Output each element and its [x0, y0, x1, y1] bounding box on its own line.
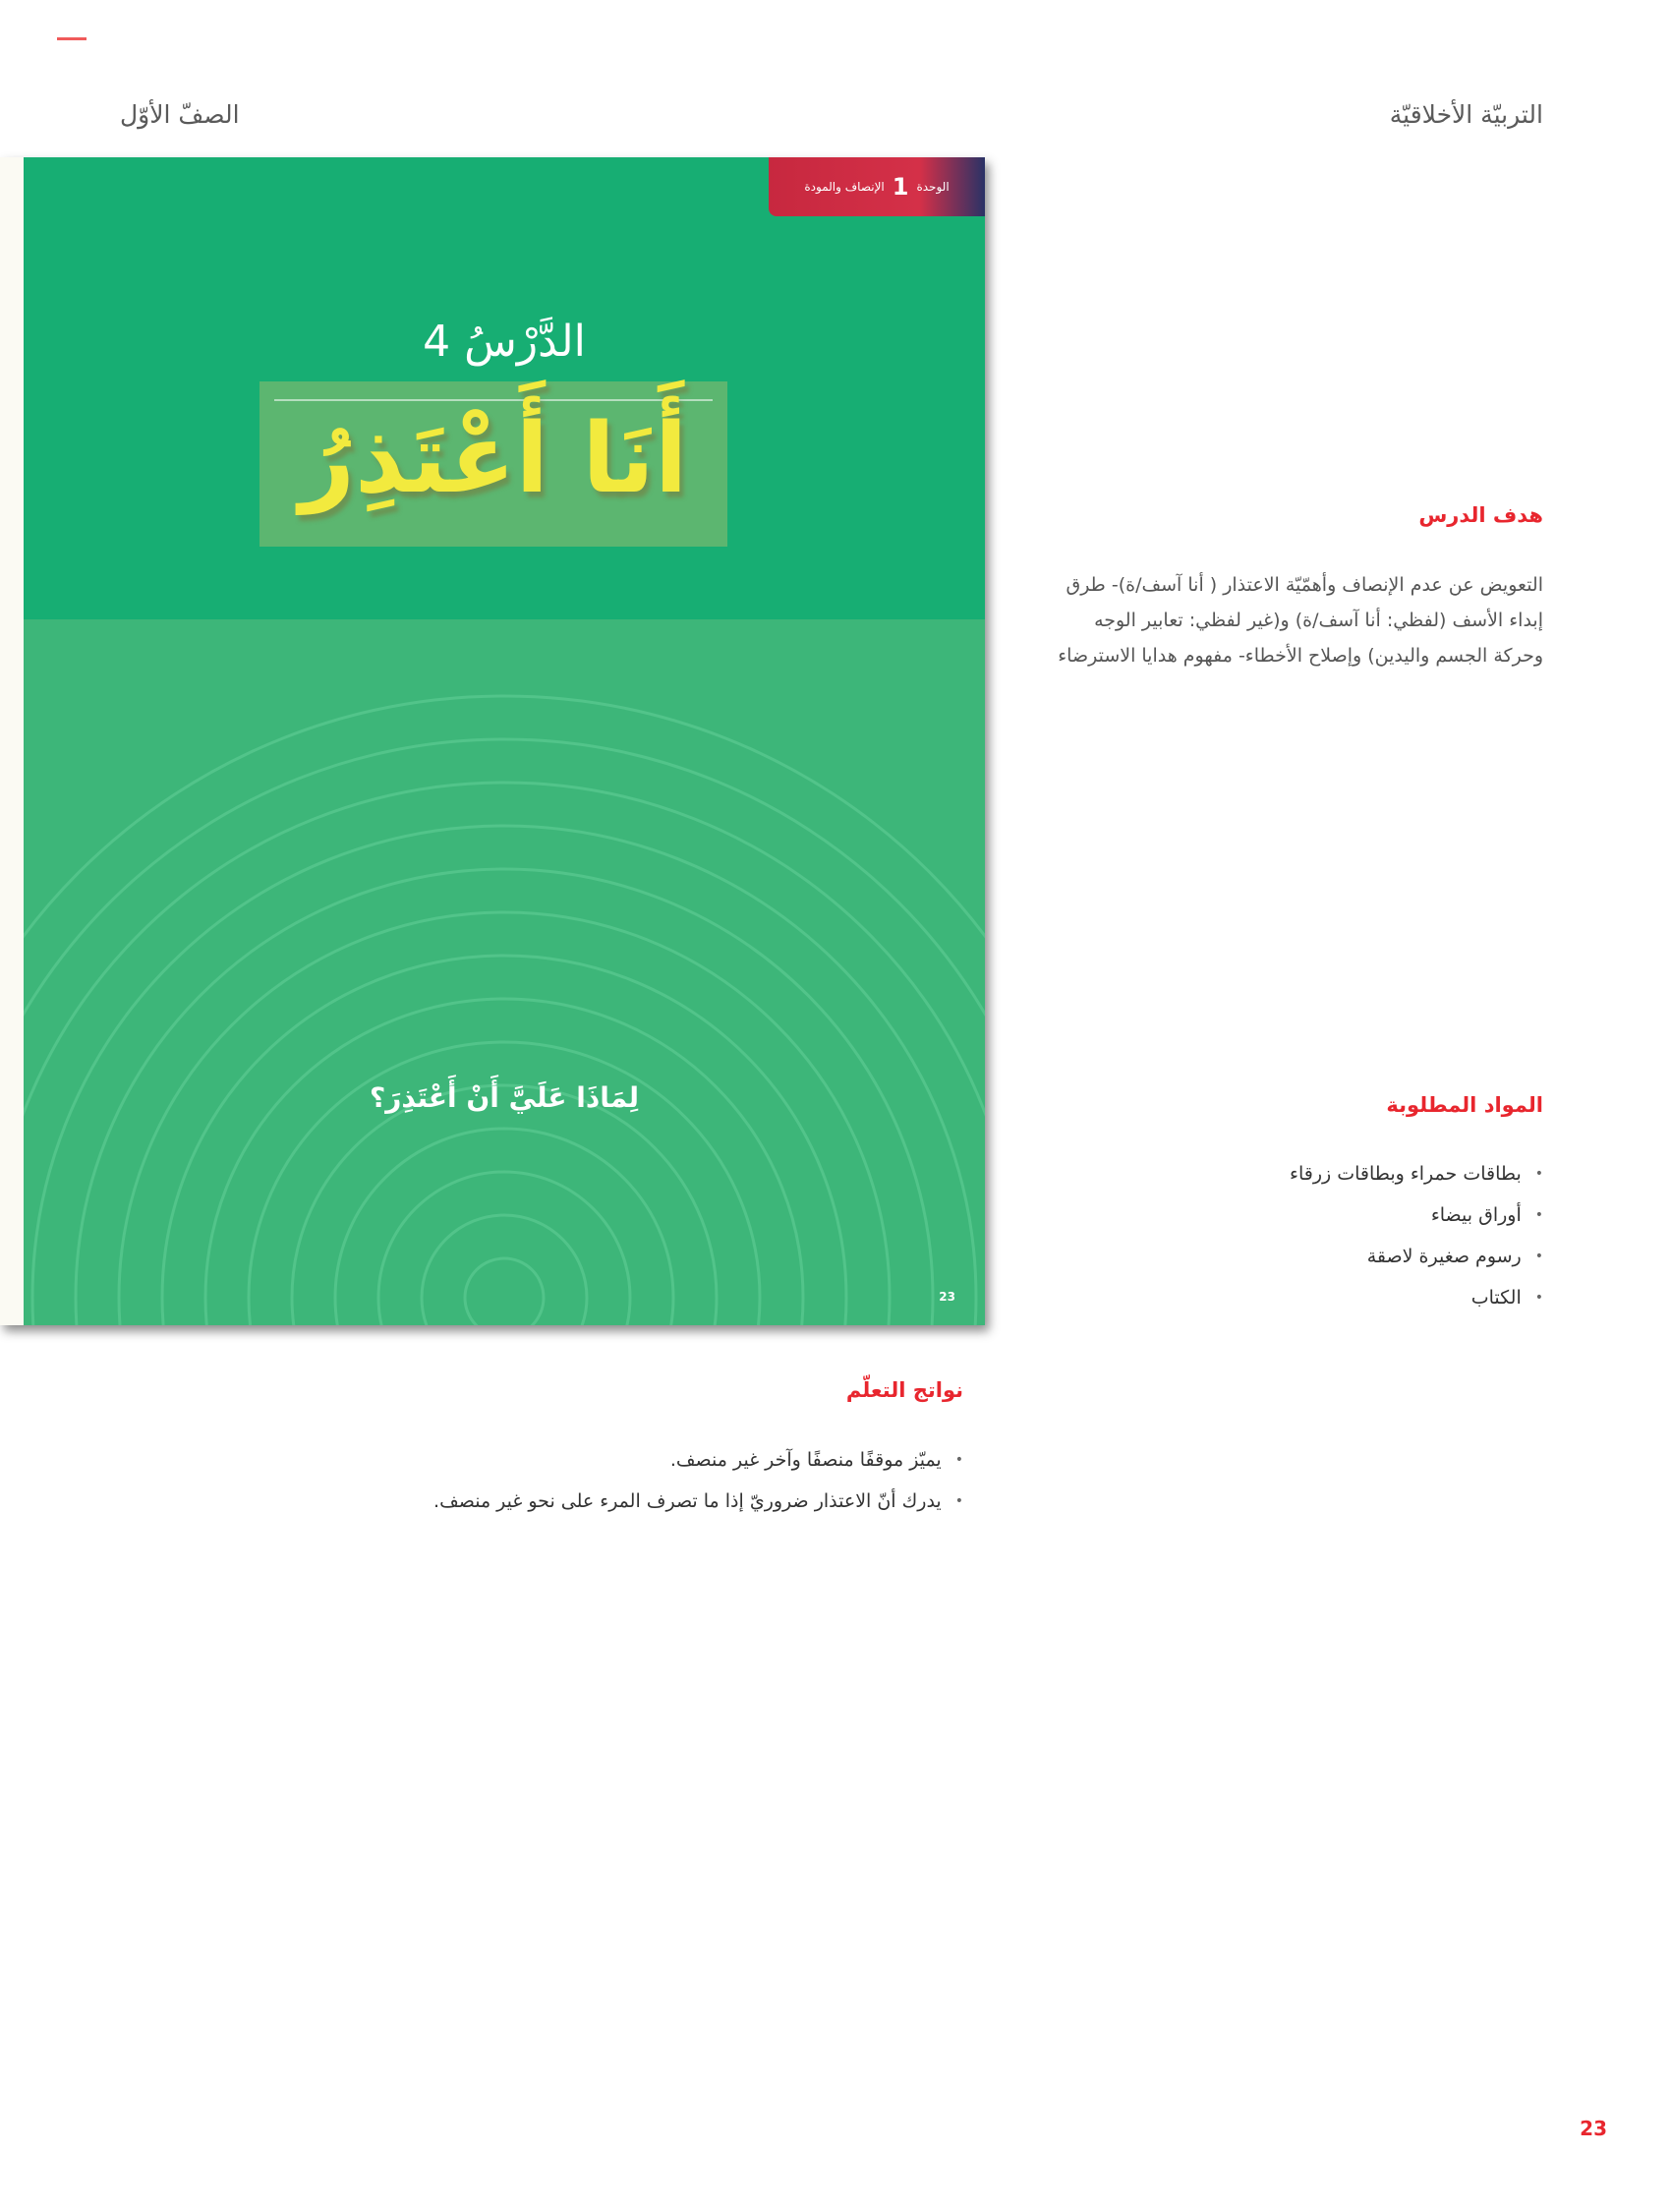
learning-outcomes-list: [433, 1439, 963, 1522]
outcome-item-text: يميّز موقفًا منصفًا وآخر غير منصف.: [669, 1449, 942, 1471]
decorative-ring: [422, 1215, 587, 1325]
learning-outcomes-heading: نواتج التعلّم: [845, 1378, 963, 1402]
bullet-icon: •: [954, 1493, 963, 1509]
list-item: [1290, 1194, 1543, 1236]
unit-name: الإنصاف والمودة: [804, 180, 885, 194]
decorative-ring: [292, 1085, 717, 1325]
unit-tab: [769, 157, 985, 216]
bullet-icon: •: [1534, 1290, 1543, 1306]
decorative-ring: [205, 999, 803, 1325]
decorative-ring: [119, 912, 890, 1325]
cover-page: [24, 157, 985, 1325]
decorative-ring: [162, 956, 846, 1325]
header-subject-title: التربيّة الأخلاقيّة: [1389, 100, 1543, 129]
lesson-cover-image: [0, 157, 985, 1325]
cover-question: لِمَاذَا عَلَيَّ أَنْ أَعْتَذِرَ؟: [369, 1081, 640, 1114]
cover-page-number: 23: [939, 1290, 955, 1304]
bullet-icon: •: [1534, 1166, 1543, 1182]
material-item-text: رسوم صغيرة لاصقة: [1366, 1246, 1522, 1267]
lesson-number: الدَّرْسُ 4: [423, 317, 586, 367]
unit-number: 1: [892, 173, 909, 201]
list-item: [1290, 1277, 1543, 1318]
list-item: [1290, 1153, 1543, 1194]
material-item-text: بطاقات حمراء وبطاقات زرقاء: [1290, 1163, 1522, 1185]
decorative-ring: [335, 1129, 673, 1325]
unit-label: الوحدة: [916, 180, 950, 194]
decorative-ring: [465, 1258, 544, 1325]
page-number: 23: [1580, 2117, 1607, 2140]
material-item-text: أوراق بيضاء: [1430, 1204, 1522, 1226]
lesson-goal-heading: هدف الدرس: [1418, 503, 1543, 527]
lesson-goal-text: التعويض عن عدم الإنصاف وأهمّيّة الاعتذار ( أنا آسف/ة)- طرق إبداء الأسف (لفظي: أنا آسف/ة) و(غير لفظي: تعابير الوجه وحركة الجسم واليدين) وإصلاح الأخطاء- مفهوم هدايا الاسترضاء: [1058, 574, 1543, 667]
list-item: [433, 1439, 963, 1481]
bullet-icon: •: [954, 1452, 963, 1468]
top-crop-mark: [57, 37, 86, 40]
bullet-icon: •: [1534, 1207, 1543, 1223]
outcome-item-text: يدرك أنّ الاعتذار ضروريّ إذا ما تصرف المرء على نحو غير منصف.: [433, 1490, 942, 1512]
lesson-title: أَنَا أَعْتَذِرُ: [299, 403, 688, 515]
list-item: [1290, 1236, 1543, 1277]
header-grade-title: الصفّ الأوّل: [120, 100, 240, 129]
decorative-ring: [378, 1172, 630, 1325]
concentric-rings-graphic: [24, 619, 985, 1325]
title-rule: [274, 399, 713, 401]
list-item: [433, 1481, 963, 1522]
bullet-icon: •: [1534, 1249, 1543, 1264]
material-item-text: الكتاب: [1470, 1287, 1522, 1309]
materials-heading: المواد المطلوبة: [1386, 1093, 1543, 1117]
materials-list: [1290, 1153, 1543, 1318]
